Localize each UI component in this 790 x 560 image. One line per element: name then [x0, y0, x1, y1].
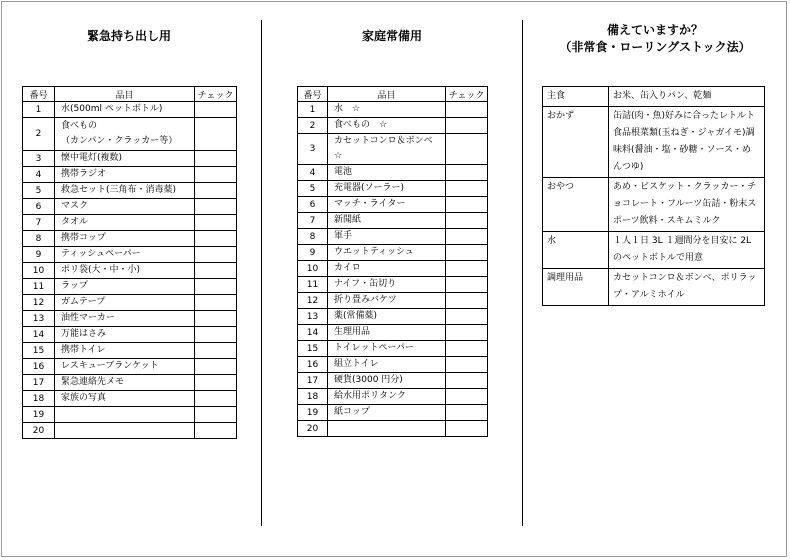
stock-food-table [542, 86, 765, 306]
row-number: 19 [23, 407, 55, 423]
household-title: 家庭常備用 [361, 29, 422, 43]
header-item: 品目 [328, 87, 446, 102]
table-row [298, 102, 488, 118]
check-cell[interactable] [446, 405, 488, 421]
check-cell[interactable] [195, 183, 237, 199]
table-row [298, 229, 488, 245]
check-cell[interactable] [446, 197, 488, 213]
row-item: 硬貨(3000 円分) [328, 373, 446, 389]
stock-category: 水 [543, 232, 609, 269]
table-row [23, 327, 237, 343]
table-row [298, 357, 488, 373]
row-item: 軍手 [328, 229, 446, 245]
row-number: 9 [23, 247, 55, 263]
row-item: タオル [55, 215, 195, 231]
row-number: 12 [23, 295, 55, 311]
table-row [23, 375, 237, 391]
table-row [298, 261, 488, 277]
row-number: 15 [23, 343, 55, 359]
row-item: マッチ・ライター [328, 197, 446, 213]
check-cell[interactable] [446, 357, 488, 373]
table-row [23, 215, 237, 231]
check-cell[interactable] [195, 167, 237, 183]
stock-category: おやつ [543, 178, 609, 232]
row-number: 19 [298, 405, 328, 421]
row-number: 5 [298, 181, 328, 197]
check-cell[interactable] [446, 181, 488, 197]
table-row [298, 309, 488, 325]
row-number: 9 [298, 245, 328, 261]
table-row [23, 183, 237, 199]
row-item: 万能はさみ [55, 327, 195, 343]
table-row [298, 421, 488, 437]
table-row [298, 245, 488, 261]
header-number: 番号 [23, 87, 55, 102]
stock-content: １人１日 3L １週間分を目安に 2L のペットボトルで用意 [609, 232, 765, 269]
row-item [55, 423, 195, 439]
row-number: 15 [298, 341, 328, 357]
table-row [23, 151, 237, 167]
row-item: 食べもの ☆ [328, 118, 446, 134]
check-cell[interactable] [446, 118, 488, 134]
emergency-checklist-table [22, 86, 237, 439]
row-number: 3 [23, 151, 55, 167]
check-cell[interactable] [195, 231, 237, 247]
row-number: 7 [23, 215, 55, 231]
header-check: チェック [195, 87, 237, 102]
row-item: レスキューブランケット [55, 359, 195, 375]
row-item: 水 ☆ [328, 102, 446, 118]
check-cell[interactable] [195, 311, 237, 327]
check-cell[interactable] [446, 245, 488, 261]
emergency-title: 緊急持ち出し用 [86, 29, 171, 43]
check-cell[interactable] [446, 102, 488, 118]
row-number: 18 [298, 389, 328, 405]
row-item: 水(500ml ペットボトル) [55, 102, 195, 118]
check-cell[interactable] [195, 102, 237, 118]
table-row [298, 405, 488, 421]
table-row [23, 311, 237, 327]
table-row [543, 107, 765, 178]
row-number: 3 [298, 134, 328, 165]
stock-content: 缶詰(肉・魚)好みに合ったレトルト食品根菜類(玉ねぎ・ジャガイモ)調味料(醤油・塩・砂糖・ソース・めんつゆ) [609, 107, 765, 178]
row-item: 救急セット(三角布・消毒薬) [55, 183, 195, 199]
table-row [298, 389, 488, 405]
check-cell[interactable] [446, 293, 488, 309]
check-cell[interactable] [195, 247, 237, 263]
table-row [23, 118, 237, 151]
stock-category: 主食 [543, 87, 609, 107]
stock-content: カセットコンロ＆ボンベ、ポリラップ・アルミホイル [609, 269, 765, 306]
table-row [298, 197, 488, 213]
table-row [298, 341, 488, 357]
check-cell[interactable] [446, 213, 488, 229]
row-number: 6 [298, 197, 328, 213]
table-row [23, 263, 237, 279]
stock-category: おかず [543, 107, 609, 178]
row-number: 16 [298, 357, 328, 373]
check-cell[interactable] [195, 359, 237, 375]
row-number: 20 [298, 421, 328, 437]
row-item: カイロ [328, 261, 446, 277]
table-row [23, 407, 237, 423]
row-item [55, 407, 195, 423]
row-item: 充電器(ソーラー) [328, 181, 446, 197]
row-item: 薬(常備薬) [328, 309, 446, 325]
row-number: 17 [298, 373, 328, 389]
row-item: 家族の写真 [55, 391, 195, 407]
row-number: 13 [23, 311, 55, 327]
household-checklist-table [297, 86, 488, 437]
row-number: 4 [23, 167, 55, 183]
row-number: 10 [298, 261, 328, 277]
row-item: 新聞紙 [328, 213, 446, 229]
row-item [328, 421, 446, 437]
check-cell[interactable] [195, 423, 237, 439]
check-cell[interactable] [195, 263, 237, 279]
row-item: ラップ [55, 279, 195, 295]
row-item: 給水用ポリタンク [328, 389, 446, 405]
row-number: 20 [23, 423, 55, 439]
header-check: チェック [446, 87, 488, 102]
stock-content: あめ・ビスケット・クラッカー・チョコレート・フルーツ缶詰・粉末スポーツ飲料・スキムミルク [609, 178, 765, 232]
row-item: 油性マーカー [55, 311, 195, 327]
row-number: 2 [23, 118, 55, 151]
row-number: 11 [23, 279, 55, 295]
check-cell[interactable] [195, 151, 237, 167]
table-row [23, 231, 237, 247]
table-header-row [298, 87, 488, 102]
row-item: トイレットペーパー [328, 341, 446, 357]
row-item: ポリ袋(大・中・小) [55, 263, 195, 279]
table-row [298, 277, 488, 293]
row-number: 10 [23, 263, 55, 279]
row-item: カセットコンロ＆ボンベ ☆ [328, 134, 446, 165]
table-row [23, 102, 237, 118]
column-divider-right [522, 20, 523, 526]
row-number: 13 [298, 309, 328, 325]
row-number: 6 [23, 199, 55, 215]
header-item: 品目 [55, 87, 195, 102]
table-row [298, 325, 488, 341]
table-row [543, 232, 765, 269]
check-cell[interactable] [446, 261, 488, 277]
row-number: 1 [23, 102, 55, 118]
check-cell[interactable] [446, 165, 488, 181]
row-number: 4 [298, 165, 328, 181]
row-item: 携帯トイレ [55, 343, 195, 359]
table-row [23, 391, 237, 407]
row-number: 14 [23, 327, 55, 343]
table-row [23, 359, 237, 375]
check-cell[interactable] [195, 407, 237, 423]
check-cell[interactable] [195, 327, 237, 343]
row-number: 1 [298, 102, 328, 118]
row-item: 携帯ラジオ [55, 167, 195, 183]
row-item: 携帯コップ [55, 231, 195, 247]
table-row [23, 279, 237, 295]
check-cell[interactable] [446, 309, 488, 325]
check-cell[interactable] [446, 134, 488, 165]
row-item: ガムテープ [55, 295, 195, 311]
row-item: ウエットティッシュ [328, 245, 446, 261]
check-cell[interactable] [446, 325, 488, 341]
table-header-row [23, 87, 237, 102]
table-row [543, 87, 765, 107]
table-row [298, 373, 488, 389]
document-page [1, 1, 787, 557]
row-item: 電池 [328, 165, 446, 181]
row-item: 緊急連絡先メモ [55, 375, 195, 391]
table-row [298, 165, 488, 181]
check-cell[interactable] [195, 343, 237, 359]
row-number: 7 [298, 213, 328, 229]
row-item: 組立トイレ [328, 357, 446, 373]
check-cell[interactable] [195, 118, 237, 151]
row-item: ティッシュペーパー [55, 247, 195, 263]
row-number: 8 [23, 231, 55, 247]
table-row [298, 213, 488, 229]
row-number: 12 [298, 293, 328, 309]
table-row [298, 181, 488, 197]
check-cell[interactable] [446, 229, 488, 245]
table-row [23, 343, 237, 359]
table-row [23, 295, 237, 311]
table-row [23, 167, 237, 183]
check-cell[interactable] [446, 389, 488, 405]
check-cell[interactable] [195, 215, 237, 231]
header-number: 番号 [298, 87, 328, 102]
stock-title-line1: 備えていますか？ [606, 23, 703, 37]
row-number: 18 [23, 391, 55, 407]
table-row [543, 269, 765, 306]
row-item: ナイフ・缶切り [328, 277, 446, 293]
table-row [298, 134, 488, 165]
check-cell[interactable] [195, 375, 237, 391]
check-cell[interactable] [195, 279, 237, 295]
stock-title-line2: （非常食・ローリングストック法） [559, 40, 751, 54]
check-cell[interactable] [446, 421, 488, 437]
row-item: マスク [55, 199, 195, 215]
row-number: 16 [23, 359, 55, 375]
check-cell[interactable] [195, 391, 237, 407]
row-item: 折り畳みバケツ [328, 293, 446, 309]
row-item: 食べもの （カンパン・クラッカー等） [55, 118, 195, 151]
check-cell[interactable] [446, 341, 488, 357]
table-row [23, 247, 237, 263]
table-row [23, 199, 237, 215]
stock-content: お米、缶入りパン、乾麺 [609, 87, 765, 107]
row-item: 紙コップ [328, 405, 446, 421]
table-row [543, 178, 765, 232]
check-cell[interactable] [195, 295, 237, 311]
row-number: 5 [23, 183, 55, 199]
stock-category: 調理用品 [543, 269, 609, 306]
check-cell[interactable] [446, 277, 488, 293]
row-number: 17 [23, 375, 55, 391]
row-number: 2 [298, 118, 328, 134]
table-row [298, 293, 488, 309]
check-cell[interactable] [446, 373, 488, 389]
row-number: 8 [298, 229, 328, 245]
row-item: 懐中電灯(複数) [55, 151, 195, 167]
row-number: 11 [298, 277, 328, 293]
table-row [23, 423, 237, 439]
row-number: 14 [298, 325, 328, 341]
table-row [298, 118, 488, 134]
column-divider-left [261, 20, 262, 526]
check-cell[interactable] [195, 199, 237, 215]
row-item: 生理用品 [328, 325, 446, 341]
